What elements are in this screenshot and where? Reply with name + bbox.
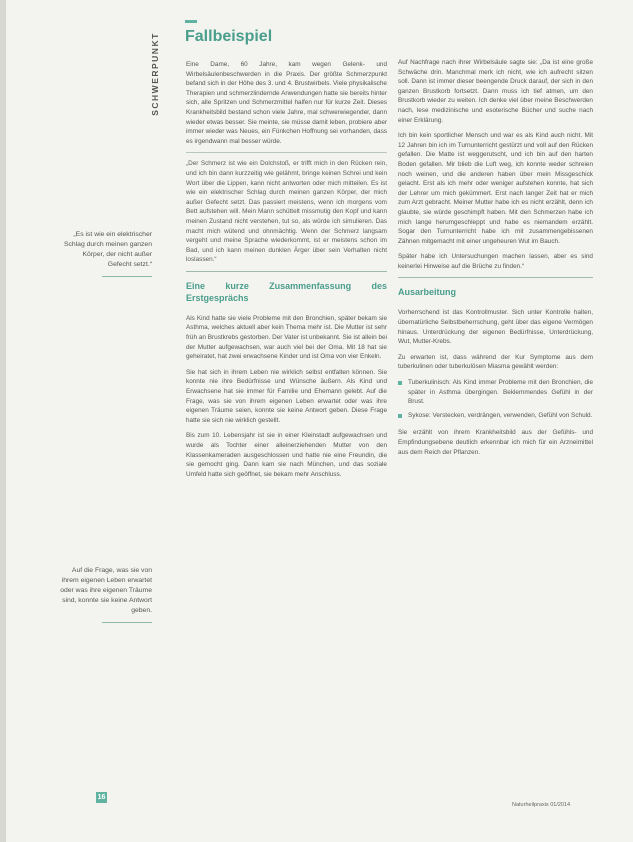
scan-page-edge <box>0 0 6 842</box>
col2-paragraph-1: Auf Nachfrage nach ihrer Wirbelsäule sagte sie: „Da ist eine große Schwäche drin. Manchmal merk ich nicht, wie ich aufrecht sitzen soll. Dann ist immer dieser beengende Druck darauf, der sich in den ganzen Brustkorb fortsetzt. Dann muss ich tief atmen, um den Brustkorb wieder zu weiten. Ich denke viel über meine Beschwerden nach, lese medizinische und esoterische Bücher und suche nach einer Erklärung. <box>398 59 593 124</box>
col1-subhead-rule <box>186 271 387 272</box>
pull-quote-2-text: Auf die Frage, was sie von ihrem eigenen Leben erwartet oder was ihre eigenen Träume sind, konnte sie keine Antwort geben. <box>60 567 152 614</box>
article-column-1 <box>186 60 387 485</box>
pull-quote-2 <box>58 566 152 623</box>
col2-subheading: Ausarbeitung <box>398 287 457 298</box>
pull-quote-2-rule <box>102 622 152 623</box>
title-accent-bar <box>185 20 197 23</box>
section-tag <box>141 14 169 134</box>
col1-paragraph-4: Bis zum 10. Lebensjahr ist sie in einer Kleinstadt aufgewachsen und wurde als Tochter einer alleinerziehenden Mutter von den Klassenkameraden ausgeschlossen und hatte nie eine Freundin, die sie gemocht ging. Dann kam sie nach München, und das soziale Umfeld hatte sich geöffnet, sie bekam mehr Anschluss. <box>186 432 387 478</box>
miasma-bullet-list <box>398 378 593 420</box>
section-tag-label: SCHWERPUNKT <box>150 32 160 116</box>
col2-paragraph-4: Vorherrschend ist das Kontrollmuster. Sich unter Kontrolle halten, übernatürliche Selbstbeherrschung, geht über das eigene Vermögen hinaus. Unterdrückung der eigenen Bedürfnisse, Unterdrückung, Wut, Mutter-Krebs. <box>398 309 593 346</box>
page-title: Fallbeispiel <box>185 28 273 45</box>
list-item: Sykose: Verstecken, verdrängen, verwenden, Gefühl von Schuld. <box>398 411 593 421</box>
col1-divider <box>186 152 387 153</box>
col2-paragraph-3: Später habe ich Untersuchungen machen lassen, aber es sind keinerlei Hinweise auf die Brüche zu finden.“ <box>398 253 593 270</box>
col1-paragraph-3: Sie hat sich in ihrem Leben nie wirklich selbst entfalten können. Sie konnte nie ihre Bedürfnisse und Wünsche äußern. Als Kind und Erwachsene hat sie immer für Familie und Ehemann gelebt. Auf die Frage, was sie von ihrem eigenen Leben erwartet oder was ihre eigenen Träume seien, konnte sie keine Antwort geben. Diese Frage hatte sie sich nie wirklich gestellt. <box>186 368 387 424</box>
page-number-badge: 16 <box>97 794 106 801</box>
col1-paragraph-1: Eine Dame, 60 Jahre, kam wegen Gelenk- und Wirbelsäulenbeschwerden in die Praxis. Der größte Schmerzpunkt befand sich in der Höhe des 3. und 4. Brustwirbels. Viele physikalische Therapien und schmerzlindernde Anwendungen hatte sie bereits hinter sich, alle Spritzen und Schmerzmittel halfen nur für kurze Zeit. Dieses Krankheitsbild bestand schon viele Jahre, mal schwerwiegender, dann wieder etwas besser. Sie meinte, sie müsse damit leben, probiere aber immer wieder was Neues, ein Fünkchen Hoffnung sei vorhanden, dass es irgendwann mal besser würde. <box>186 61 387 145</box>
col2-subhead-rule <box>398 277 593 278</box>
pull-quote-1-rule <box>102 276 152 277</box>
col2-paragraph-2: Ich bin kein sportlicher Mensch und war es als Kind auch nicht. Mit 12 Jahren bin ich im Turnunterricht gestürzt und voll auf den Rücken gefallen. Die Matte ist weggerutscht, und ich bin auf den harten Boden gefallen. Mir blieb die Luft weg, ich konnte weder schreien noch weinen, und die anderen haben über mein Missgeschick gelacht. Erst als ich mehr oder weniger aufstehen konnte, hat sich der Lehrer um mich gekümmert. Erst nach langer Zeit hat er mich zum Arzt gebracht. Meiner Mutter habe ich es nicht erzählt, denn ich glaubte, sie würde geschimpft haben. Mit den Schmerzen habe ich mich lange herumgeschleppt und habe es niemandem erzählt. Sogar den Turnunterricht habe ich mit zusammengebissenen Zähnen mitgemacht mit einer ungeheuren Wut im Bauch. <box>398 132 593 245</box>
col1-patient-quote: „Der Schmerz ist wie ein Dolchstoß, er trifft mich in den Rücken rein, und ich bin dann kurzzeitig wie gelähmt, bringe keinen Schrei und kein Wort über die Lippen, kann nicht antworten oder mich mitteilen. Es ist wie ein elektrischer Schlag durch meinen ganzen Körper, der mich außer Gefecht setzt. Das passiert meistens, wenn ich morgens vom Bett aufstehen will. Mein Mann schüttelt missmutig den Kopf und kann meinen Zustand nicht verstehen, tut so, als würde ich simulieren. Das macht mich wütend und ohnmächtig. Wenn der Schmerz langsam vergeht und meine Sprache wiederkommt, ist er meistens schon im Bad, und ich kann meinen dunklen Ärger über sein Verhalten nicht loslassen.“ <box>186 160 387 264</box>
col1-subheading: Eine kurze Zusammenfassung des Erstgesprächs <box>186 280 387 303</box>
footer-publication: Naturheilpraxis 01/2014 <box>512 802 571 808</box>
article-column-2 <box>398 58 593 463</box>
col1-paragraph-2: Als Kind hatte sie viele Probleme mit den Bronchien, später bekam sie Asthma, welches aktuell aber kein Thema mehr ist. Die Mutter ist sehr früh an Brustkrebs gestorben. Der Vater ist unbekannt. Sie ist allein bei der Mutter aufgewachsen, war auch viel bei der Oma. Mit 18 hat sie geheiratet, hat zwei erwachsene Kinder und ist Oma von vier Enkeln. <box>186 314 387 361</box>
col2-paragraph-6: Sie erzählt von ihrem Krankheitsbild aus der Gefühls- und Empfindungsebene deutlich erkennbar ich mich für ein Arzneimittel aus dem Reich der Pflanzen. <box>398 429 593 456</box>
pull-quote-1-text: „Es ist wie ein elektrischer Schlag durch meinen ganzen Körper, der nicht außer Gefecht setzt.“ <box>63 231 152 268</box>
list-item: Tuberkulinisch: Als Kind immer Probleme mit den Bronchien, die später in Asthma übergingen. Beklemmendes Gefühl in der Brust. <box>398 378 593 407</box>
pull-quote-1 <box>58 230 152 277</box>
col2-paragraph-5: Zu erwarten ist, dass während der Kur Symptome aus dem tuberkulinen oder tuberkulösen Miasma gewählt werden: <box>398 353 593 371</box>
